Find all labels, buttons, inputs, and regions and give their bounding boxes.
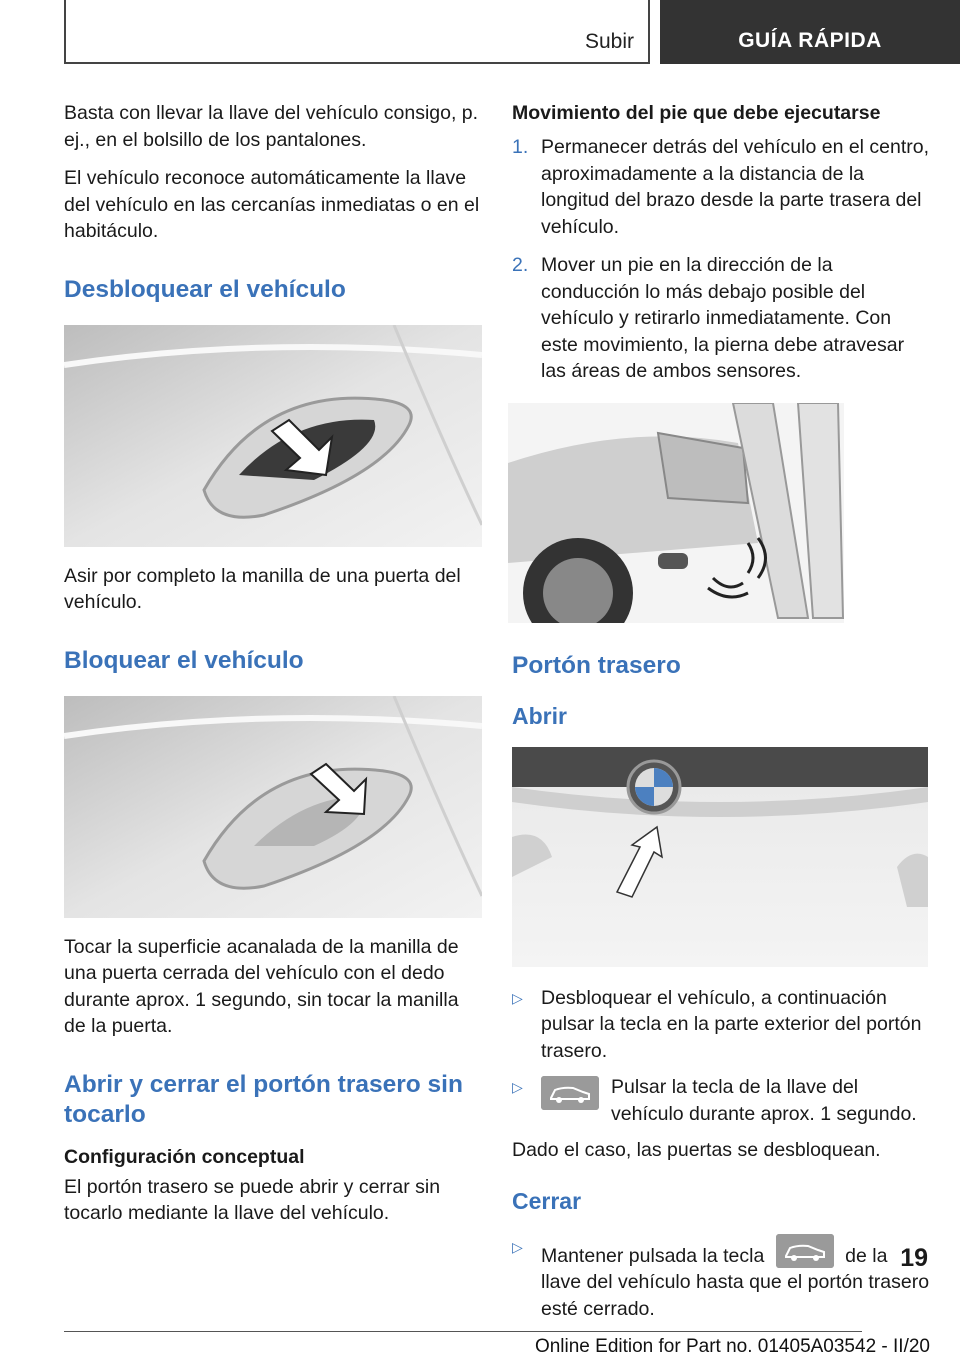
concept-paragraph: El portón trasero se puede abrir y cerrar sin tocarlo mediante la llave del vehículo. (64, 1175, 441, 1224)
heading-concept: Configuración conceptual (64, 1145, 305, 1168)
step-number: 2. (512, 254, 529, 276)
close-pre-text: Mantener pulsada la tecla (541, 1244, 765, 1267)
heading-open: Abrir (512, 702, 567, 729)
tailgate-key-icon (541, 1076, 599, 1110)
list-item (512, 252, 930, 385)
car-rear-foot-image (508, 403, 844, 623)
tailgate-button-image (512, 747, 928, 967)
left-column (64, 100, 482, 1227)
list-item (512, 134, 930, 240)
subir-link[interactable]: Subir (584, 30, 634, 53)
heading-unlock: Desbloquear el vehículo (64, 275, 346, 303)
right-column (512, 100, 930, 1322)
open-item-text: Desbloquear el vehículo, a continuación pulsar la tecla en la parte exterior del portón trasero. (541, 986, 922, 1062)
triangle-bullet-icon: ▷ (512, 989, 523, 1006)
caption-unlock: Asir por completo la manilla de una puerta del vehículo. (64, 564, 461, 613)
heading-movement: Movimiento del pie que debe ejecutarse (512, 102, 881, 124)
recognition-paragraph: El vehículo reconoce automáticamente la llave del vehículo en las cercanías inmediatas o en el habitáculo. (64, 167, 480, 242)
intro-paragraph: Basta con llevar la llave del vehículo consigo, p. ej., en el bolsillo de los pantalones. (64, 102, 479, 151)
triangle-bullet-icon: ▷ (512, 1238, 523, 1255)
header-box (64, 0, 650, 64)
list-item (512, 1234, 930, 1323)
doors-paragraph: Dado el caso, las puertas se desbloquean. (512, 1139, 881, 1161)
heading-touchless: Abrir y cerrar el portón trasero sin tocarlo (64, 1070, 463, 1128)
movement-steps (512, 134, 930, 385)
page-number: 19 (900, 1244, 928, 1272)
open-item-text: Pulsar la tecla de la llave del vehículo durante aprox. 1 segundo. (611, 1076, 917, 1125)
close-list (512, 1234, 930, 1323)
list-item (512, 985, 930, 1065)
tailgate-key-icon (776, 1234, 834, 1268)
open-list (512, 985, 930, 1128)
step-number: 1. (512, 136, 529, 158)
section-tab[interactable]: GUÍA RÁPIDA (660, 0, 960, 64)
step-text: Permanecer detrás del vehículo en el centro, aproximadamente a la distancia de la longitud del brazo desde la parte trasera del vehículo. (541, 136, 930, 238)
triangle-bullet-icon: ▷ (512, 1079, 523, 1095)
heading-tailgate: Portón trasero (512, 651, 681, 679)
list-item (512, 1074, 930, 1127)
edition-footer: Online Edition for Part no. 01405A03542 - II/20 (534, 1336, 930, 1357)
caption-lock: Tocar la superficie acanalada de la manilla de una puerta cerrada del vehículo con el dedo durante aprox. 1 segundo, sin tocar la manilla de la puerta. (64, 935, 459, 1037)
heading-lock: Bloquear el vehículo (64, 646, 304, 674)
door-handle-lock-image (64, 696, 482, 918)
step-text: Mover un pie en la dirección de la conducción lo más debajo posible del vehículo y retirarlo inmediatamente. Con este movimiento, la pierna debe atravesar las áreas de ambos sensores. (541, 254, 905, 382)
heading-close: Cerrar (512, 1187, 582, 1214)
footer-divider (64, 1331, 862, 1332)
close-post-text: de la llave del vehículo hasta que el portón trasero esté cerrado. (541, 1244, 930, 1320)
door-handle-unlock-image (64, 325, 482, 547)
